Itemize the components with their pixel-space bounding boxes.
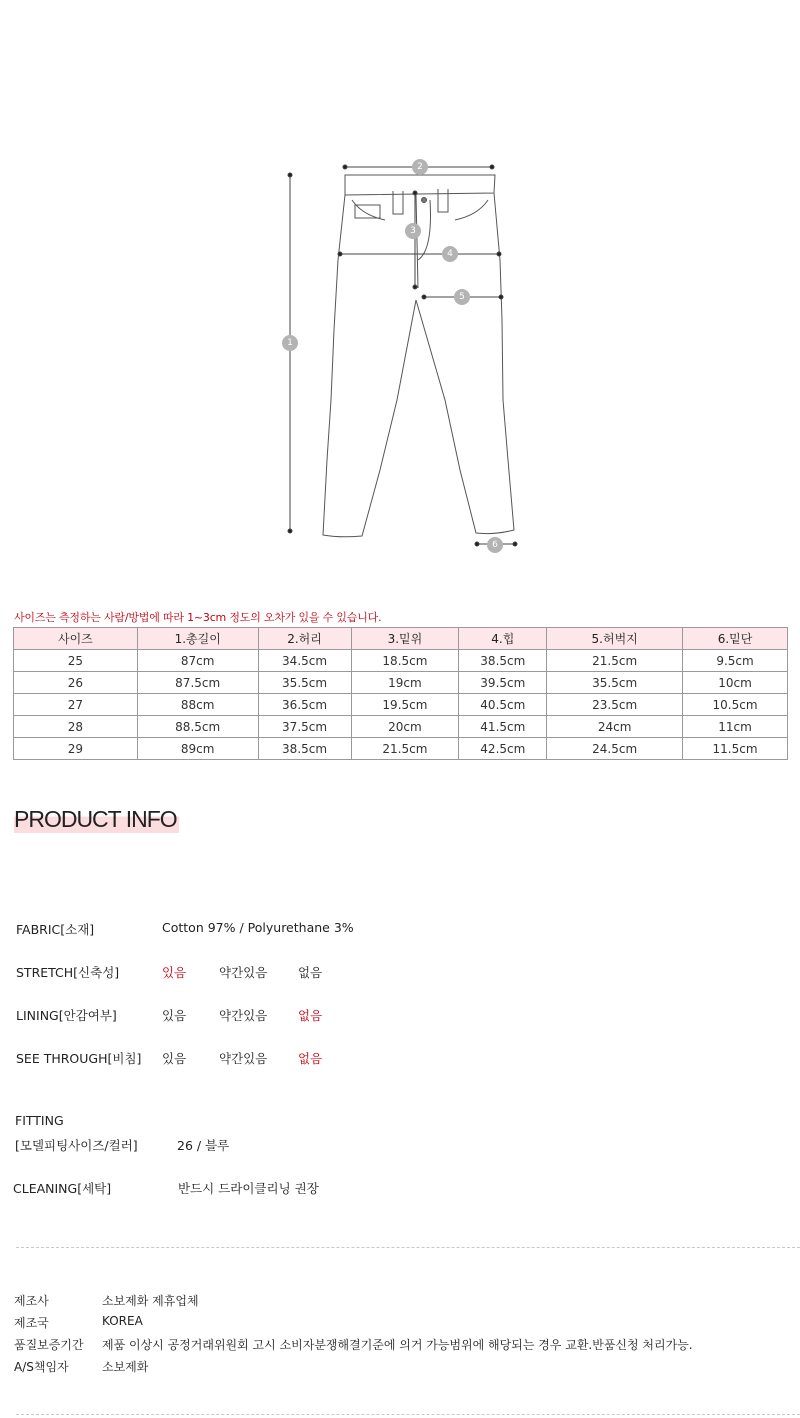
table-cell: 38.5cm bbox=[258, 738, 351, 760]
table-cell: 88.5cm bbox=[137, 716, 258, 738]
table-cell: 35.5cm bbox=[547, 672, 683, 694]
table-cell: 23.5cm bbox=[547, 694, 683, 716]
marker-6-label: 6 bbox=[492, 540, 498, 550]
table-cell: 10.5cm bbox=[683, 694, 788, 716]
marker-4-label: 4 bbox=[447, 249, 453, 259]
marker-5-label: 5 bbox=[459, 292, 465, 302]
spec-key: 제조사 bbox=[14, 1294, 49, 1308]
marker-1-label: 1 bbox=[287, 338, 293, 348]
header-total-length: 1.총길이 bbox=[137, 628, 258, 650]
table-cell: 37.5cm bbox=[258, 716, 351, 738]
stretch-label: STRETCH[신축성] bbox=[16, 965, 120, 980]
marker-3-label: 3 bbox=[410, 226, 416, 236]
table-cell: 35.5cm bbox=[258, 672, 351, 694]
table-row bbox=[14, 672, 788, 694]
size-table bbox=[13, 627, 788, 760]
lining-option-no: 없음 bbox=[298, 1008, 323, 1023]
table-cell: 29 bbox=[14, 738, 138, 760]
table-row bbox=[14, 694, 788, 716]
table-cell: 24.5cm bbox=[547, 738, 683, 760]
stretch-option-no: 없음 bbox=[298, 965, 323, 980]
table-cell: 26 bbox=[14, 672, 138, 694]
divider-top bbox=[16, 1247, 800, 1248]
table-cell: 19cm bbox=[351, 672, 459, 694]
size-note: 사이즈는 측정하는 사람/방법에 따라 1~3cm 정도의 오차가 있을 수 있습니다. bbox=[14, 611, 382, 624]
product-info-title: PRODUCT INFO bbox=[14, 806, 177, 832]
table-cell: 36.5cm bbox=[258, 694, 351, 716]
table-cell: 40.5cm bbox=[459, 694, 547, 716]
table-cell: 21.5cm bbox=[351, 738, 459, 760]
spec-key: A/S책임자 bbox=[14, 1360, 69, 1374]
lining-option-yes: 있음 bbox=[162, 1008, 187, 1023]
table-cell: 39.5cm bbox=[459, 672, 547, 694]
table-cell: 38.5cm bbox=[459, 650, 547, 672]
header-waist: 2.허리 bbox=[258, 628, 351, 650]
see-through-label: SEE THROUGH[비침] bbox=[16, 1051, 142, 1066]
divider-bottom bbox=[16, 1414, 800, 1415]
table-row bbox=[14, 716, 788, 738]
cleaning-value: 반드시 드라이클리닝 권장 bbox=[178, 1181, 319, 1196]
see-through-option-slight: 약간있음 bbox=[219, 1051, 268, 1066]
table-cell: 11cm bbox=[683, 716, 788, 738]
spec-value: 제품 이상시 공정거래위원회 고시 소비자분쟁해결기준에 의거 가능범위에 해당되는 경우 교환.반품신청 처리가능. bbox=[102, 1338, 693, 1352]
spec-value: 소보제화 bbox=[102, 1360, 149, 1374]
stretch-option-slight: 약간있음 bbox=[219, 965, 268, 980]
size-table-header-row bbox=[14, 628, 788, 650]
table-cell: 89cm bbox=[137, 738, 258, 760]
header-hip: 4.힙 bbox=[459, 628, 547, 650]
lining-option-slight: 약간있음 bbox=[219, 1008, 268, 1023]
fabric-value: Cotton 97% / Polyurethane 3% bbox=[162, 920, 354, 935]
table-cell: 24cm bbox=[547, 716, 683, 738]
header-hem: 6.밑단 bbox=[683, 628, 788, 650]
table-row bbox=[14, 650, 788, 672]
spec-value: 소보제화 제휴업체 bbox=[102, 1294, 199, 1308]
table-cell: 10cm bbox=[683, 672, 788, 694]
table-cell: 42.5cm bbox=[459, 738, 547, 760]
table-cell: 87.5cm bbox=[137, 672, 258, 694]
table-cell: 28 bbox=[14, 716, 138, 738]
stretch-option-yes: 있음 bbox=[162, 965, 187, 980]
see-through-option-no: 없음 bbox=[298, 1051, 323, 1066]
table-cell: 20cm bbox=[351, 716, 459, 738]
header-size: 사이즈 bbox=[14, 628, 138, 650]
table-cell: 21.5cm bbox=[547, 650, 683, 672]
fitting-sub-label: [모델피팅사이즈/컬러] bbox=[15, 1138, 138, 1153]
table-cell: 9.5cm bbox=[683, 650, 788, 672]
pants-illustration bbox=[0, 0, 800, 600]
table-cell: 34.5cm bbox=[258, 650, 351, 672]
spec-key: 제조국 bbox=[14, 1316, 49, 1330]
spec-key: 품질보증기간 bbox=[14, 1338, 84, 1352]
header-rise: 3.밑위 bbox=[351, 628, 459, 650]
marker-2-label: 2 bbox=[417, 162, 423, 172]
table-cell: 87cm bbox=[137, 650, 258, 672]
table-cell: 27 bbox=[14, 694, 138, 716]
see-through-option-yes: 있음 bbox=[162, 1051, 187, 1066]
spec-value: KOREA bbox=[102, 1314, 143, 1328]
table-cell: 41.5cm bbox=[459, 716, 547, 738]
table-cell: 11.5cm bbox=[683, 738, 788, 760]
fabric-label: FABRIC[소재] bbox=[16, 922, 95, 937]
lining-label: LINING[안감여부] bbox=[16, 1008, 117, 1023]
table-cell: 88cm bbox=[137, 694, 258, 716]
fitting-value: 26 / 블루 bbox=[177, 1138, 230, 1153]
fitting-label: FITTING bbox=[15, 1113, 64, 1128]
table-cell: 18.5cm bbox=[351, 650, 459, 672]
cleaning-label: CLEANING[세탁] bbox=[13, 1181, 112, 1196]
pants-measurement-diagram bbox=[0, 0, 800, 600]
header-thigh: 5.허벅지 bbox=[547, 628, 683, 650]
table-cell: 25 bbox=[14, 650, 138, 672]
table-row bbox=[14, 738, 788, 760]
table-cell: 19.5cm bbox=[351, 694, 459, 716]
